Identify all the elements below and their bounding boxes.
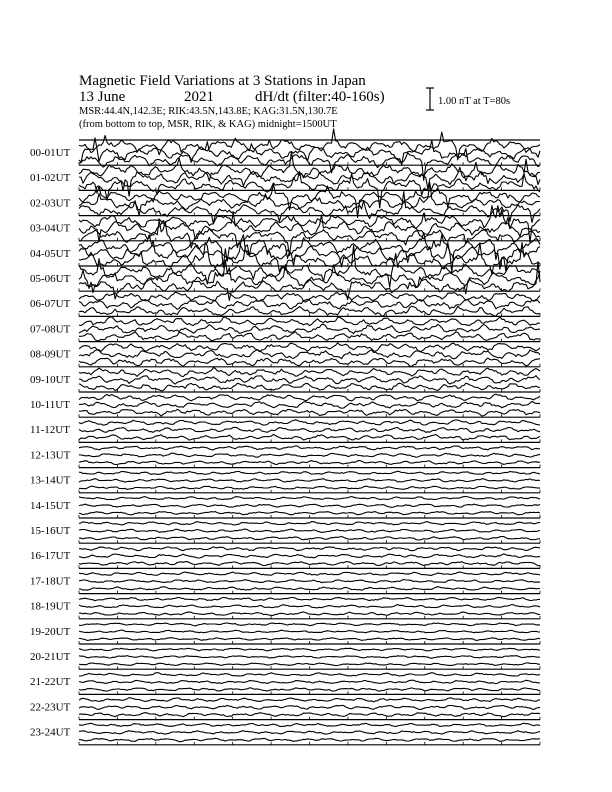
trace-rik [79, 705, 540, 709]
trace-kag [79, 446, 540, 450]
hour-label: 05-06UT [30, 273, 71, 285]
hour-label: 08-09UT [30, 348, 71, 361]
hour-panel [30, 367, 540, 392]
trace-rik [79, 350, 540, 359]
hour-panel [30, 518, 540, 543]
trace-msr [79, 638, 540, 641]
hour-panel [30, 468, 540, 493]
trace-rik [79, 401, 540, 408]
trace-msr [79, 612, 540, 615]
hour-label: 16-17UT [30, 550, 71, 563]
hour-panel [30, 694, 540, 719]
hour-panel [30, 129, 540, 180]
trace-msr [79, 663, 540, 666]
trace-msr [79, 688, 540, 691]
hour-panel [30, 493, 540, 518]
trace-msr [79, 434, 540, 440]
hour-label: 07-08UT [30, 323, 71, 336]
hour-label: 11-12UT [30, 424, 70, 437]
hour-panels [30, 129, 540, 745]
trace-kag [79, 698, 540, 702]
trace-kag [79, 572, 540, 575]
hour-panel [30, 669, 540, 694]
hour-label: 00-01UT [30, 147, 71, 159]
scale-bar-label: 1.00 nT at T=80s [438, 96, 511, 107]
chart-title: Magnetic Field Variations at 3 Stations in Japan [79, 73, 366, 89]
hour-label: 21-22UT [30, 676, 71, 689]
trace-rik [79, 376, 540, 384]
trace-msr [79, 262, 540, 301]
hour-label: 12-13UT [30, 449, 71, 462]
hour-panel [30, 342, 540, 367]
trace-msr [79, 460, 540, 464]
trace-msr [79, 512, 540, 515]
date-year: 2021 [184, 89, 214, 105]
hour-panel [30, 619, 540, 644]
trace-kag [79, 723, 540, 727]
hour-panel [30, 417, 540, 442]
hour-label: 13-14UT [30, 474, 71, 487]
hour-label: 01-02UT [30, 172, 71, 185]
trace-kag [79, 623, 540, 626]
trace-kag [79, 673, 540, 676]
date-day: 13 June [79, 89, 126, 105]
trace-kag [79, 597, 540, 600]
hour-panel [30, 291, 540, 316]
scale-bar [426, 88, 510, 110]
trace-msr [79, 738, 540, 741]
hour-label: 03-04UT [30, 222, 71, 235]
hour-label: 14-15UT [30, 499, 71, 512]
trace-rik [79, 427, 540, 432]
hour-label: 22-23UT [30, 701, 71, 714]
hour-panel [30, 316, 540, 341]
hour-label: 18-19UT [30, 600, 71, 613]
hour-label: 09-10UT [30, 373, 71, 386]
trace-rik [79, 504, 540, 507]
trace-kag [79, 547, 540, 551]
trace-msr [79, 587, 540, 591]
trace-msr [79, 562, 540, 566]
trace-rik [79, 630, 540, 633]
hour-label: 15-16UT [30, 525, 71, 537]
trace-kag [79, 317, 540, 326]
hour-label: 02-03UT [30, 197, 71, 210]
trace-rik [79, 453, 540, 457]
trace-rik [79, 731, 540, 734]
hour-label: 23-24UT [30, 726, 71, 739]
trace-rik [79, 529, 540, 532]
trace-kag [79, 471, 540, 474]
hour-label: 17-18UT [30, 575, 71, 588]
trace-msr [79, 486, 540, 489]
hour-panel [30, 442, 540, 467]
hour-panel [30, 246, 540, 301]
trace-kag [79, 420, 540, 425]
trace-kag [79, 496, 540, 499]
hour-panel [30, 594, 540, 619]
trace-rik [79, 656, 540, 659]
trace-kag [79, 343, 540, 352]
hour-label: 20-21UT [30, 651, 71, 663]
quantity-label: dH/dt (filter:40-160s) [255, 89, 385, 105]
hour-panel [30, 644, 540, 669]
trace-msr [79, 536, 540, 540]
trace-rik [79, 680, 540, 683]
trace-rik [79, 605, 540, 608]
trace-kag [79, 522, 540, 525]
station-order-note: (from bottom to top, MSR, RIK, & KAG) midnight=1500UT [79, 119, 337, 130]
trace-kag [79, 368, 540, 377]
hour-panel [30, 568, 540, 593]
hour-panel [30, 543, 540, 568]
trace-msr [79, 713, 540, 717]
hour-panel [30, 720, 540, 745]
trace-rik [79, 580, 540, 583]
station-coordinates: MSR:44.4N,142.3E; RIK:43.5N,143.8E; KAG:31.5N,130.7E [79, 106, 338, 117]
hour-panel [30, 392, 540, 417]
hour-label: 10-11UT [30, 399, 70, 411]
trace-rik [79, 138, 540, 165]
trace-rik [79, 479, 540, 483]
trace-rik [79, 554, 540, 558]
trace-msr [79, 192, 540, 224]
hour-label: 04-05UT [30, 247, 71, 260]
hour-label: 19-20UT [30, 625, 71, 638]
trace-kag [79, 648, 540, 651]
hour-label: 06-07UT [30, 298, 71, 311]
trace-kag [79, 394, 540, 401]
trace-rik [79, 299, 540, 309]
